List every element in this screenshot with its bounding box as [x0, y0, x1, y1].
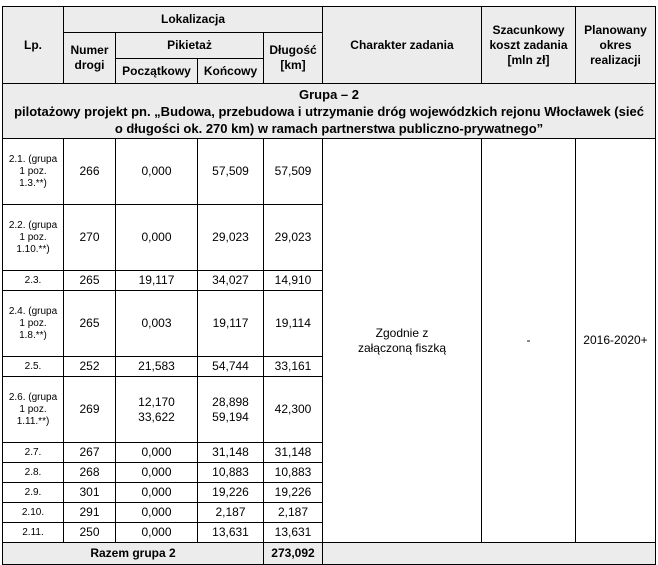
cell-numer-drogi: 291 [64, 503, 116, 523]
cell-koncowy-line: 59,194 [212, 409, 249, 424]
cell-numer-drogi: 252 [64, 357, 116, 377]
cell-lp: 2.8. [3, 463, 64, 483]
cell-dlugosc: 10,883 [264, 463, 323, 483]
table-row [3, 139, 656, 205]
cell-dlugosc: 19,226 [264, 483, 323, 503]
cell-koncowy: 19,226 [198, 483, 264, 503]
cell-numer-drogi: 266 [64, 139, 116, 205]
header-koszt: Szacunkowy koszt zadania [mln zł] [482, 7, 576, 84]
cell-numer-drogi: 269 [64, 377, 116, 443]
cell-lp: 2.11. [3, 523, 64, 543]
cell-poczatkowy: 0,000 [116, 443, 198, 463]
cell-poczatkowy: 0,000 [116, 205, 198, 271]
total-value: 273,092 [264, 543, 323, 565]
cell-dlugosc: 14,910 [264, 271, 323, 291]
header-dlugosc: Długość [km] [264, 33, 323, 84]
cell-poczatkowy: 0,000 [116, 503, 198, 523]
group-description: pilotażowy projekt pn. „Budowa, przebudowa i utrzymanie dróg wojewódzkich rejonu Włocławek (sieć o długości ok. 270 km) w ramach partnerstwa publiczno-prywatnego” [14, 103, 644, 136]
cell-dlugosc: 57,509 [264, 139, 323, 205]
cell-koncowy [198, 377, 264, 443]
cell-koncowy: 34,027 [198, 271, 264, 291]
investment-table [2, 6, 656, 565]
cell-poczatkowy: 0,000 [116, 463, 198, 483]
header-pikietaz: Pikietaż [116, 33, 264, 59]
group-header [3, 84, 656, 139]
cell-koncowy: 57,509 [198, 139, 264, 205]
cell-koncowy: 13,631 [198, 523, 264, 543]
cell-koncowy: 29,023 [198, 205, 264, 271]
cell-koncowy: 10,883 [198, 463, 264, 483]
cell-poczatkowy-line: 12,170 [138, 394, 175, 409]
header-okres: Planowany okres realizacji [576, 7, 656, 84]
cell-lp: 2.4. (grupa 1 poz. 1.8.**) [3, 291, 64, 357]
cell-koszt: - [482, 139, 576, 543]
cell-okres: 2016-2020+ [576, 139, 656, 543]
cell-dlugosc: 29,023 [264, 205, 323, 271]
cell-numer-drogi: 265 [64, 271, 116, 291]
cell-poczatkowy: 19,117 [116, 271, 198, 291]
cell-koncowy: 54,744 [198, 357, 264, 377]
cell-poczatkowy: 0,000 [116, 139, 198, 205]
cell-poczatkowy: 0,003 [116, 291, 198, 357]
cell-poczatkowy: 21,583 [116, 357, 198, 377]
cell-lp: 2.9. [3, 483, 64, 503]
cell-poczatkowy: 0,000 [116, 483, 198, 503]
header-numer-drogi: Numer drogi [64, 33, 116, 84]
cell-dlugosc: 42,300 [264, 377, 323, 443]
header-poczatkowy: Początkowy [116, 59, 198, 84]
cell-lp: 2.6. (grupa 1 poz. 1.11.**) [3, 377, 64, 443]
cell-numer-drogi: 250 [64, 523, 116, 543]
cell-numer-drogi: 268 [64, 463, 116, 483]
cell-lp: 2.5. [3, 357, 64, 377]
header-lp: Lp. [3, 7, 64, 84]
cell-lp: 2.2. (grupa 1 poz. 1.10.**) [3, 205, 64, 271]
cell-dlugosc: 19,114 [264, 291, 323, 357]
cell-numer-drogi: 270 [64, 205, 116, 271]
total-label: Razem grupa 2 [3, 543, 264, 565]
header-lokalizacja: Lokalizacja [64, 7, 323, 33]
cell-koncowy: 19,117 [198, 291, 264, 357]
cell-poczatkowy [116, 377, 198, 443]
cell-charakter: Zgodnie z załączoną fiszką [323, 139, 482, 543]
cell-lp: 2.1. (grupa 1 poz. 1.3.**) [3, 139, 64, 205]
header-koncowy: Końcowy [198, 59, 264, 84]
cell-poczatkowy: 0,000 [116, 523, 198, 543]
cell-lp: 2.7. [3, 443, 64, 463]
group-title: Grupa – 2 [299, 86, 359, 102]
cell-poczatkowy-line: 33,622 [138, 409, 175, 424]
cell-koncowy: 2,187 [198, 503, 264, 523]
header-charakter: Charakter zadania [323, 7, 482, 84]
cell-koncowy-line: 28,898 [212, 394, 249, 409]
cell-lp: 2.3. [3, 271, 64, 291]
cell-dlugosc: 2,187 [264, 503, 323, 523]
cell-dlugosc: 31,148 [264, 443, 323, 463]
cell-numer-drogi: 267 [64, 443, 116, 463]
cell-numer-drogi: 301 [64, 483, 116, 503]
cell-koncowy: 31,148 [198, 443, 264, 463]
total-empty [323, 543, 656, 565]
cell-lp: 2.10. [3, 503, 64, 523]
cell-numer-drogi: 265 [64, 291, 116, 357]
cell-dlugosc: 33,161 [264, 357, 323, 377]
cell-dlugosc: 13,631 [264, 523, 323, 543]
